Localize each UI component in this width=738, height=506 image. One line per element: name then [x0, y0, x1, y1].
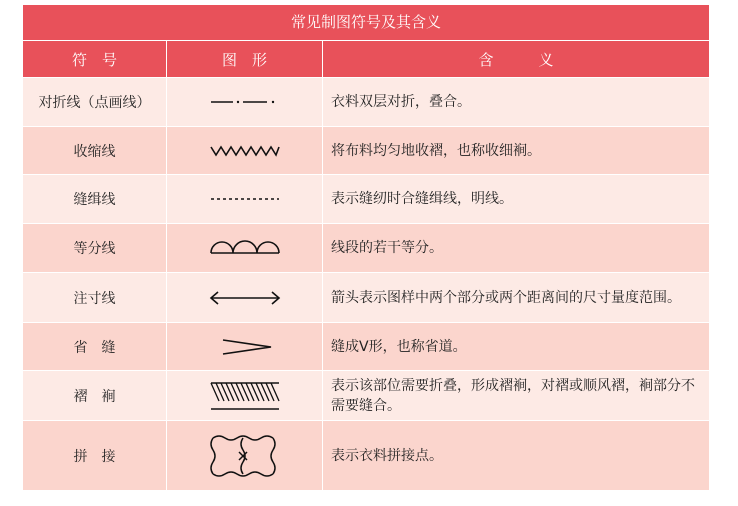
dash-dot-line-icon: [166, 78, 323, 126]
meaning-text: 箭头表示图样中两个部分或两个距离间的尺寸量度范围。: [331, 289, 681, 306]
table-row: [23, 370, 709, 420]
header-row: [23, 40, 709, 77]
meaning-text: 表示缝纫时合缝缉线，明线。: [331, 191, 513, 207]
meaning-text: 线段的若干等分。: [331, 240, 443, 256]
symbol-name: 对折线（点画线）: [38, 95, 151, 111]
symbol-name: 等分线: [73, 241, 116, 257]
header-meaning: 含 义: [478, 50, 554, 69]
table-row: [23, 223, 709, 272]
table-row: [23, 174, 709, 223]
table-row: [23, 126, 709, 174]
pleat-hatching-icon: [166, 371, 323, 420]
symbol-name: 收缩线: [73, 143, 116, 160]
table-row: [23, 272, 709, 322]
table-row: [23, 77, 709, 126]
arcs-line-icon: [166, 224, 323, 272]
meaning-text: 缝成V形，也称省道。: [331, 338, 467, 355]
dart-shape-icon: [166, 323, 323, 370]
symbols-table: [23, 5, 709, 490]
header-shape: 图 形: [166, 41, 323, 77]
table-row: [23, 322, 709, 370]
symbol-name: 省 缝: [73, 339, 116, 356]
table-title: 常见制图符号及其含义: [23, 5, 709, 40]
dashed-line-icon: [166, 175, 323, 223]
splice-mark-icon: [166, 421, 323, 490]
zigzag-line-icon: [166, 127, 323, 174]
symbol-name: 注寸线: [73, 290, 116, 307]
meaning-text: 表示衣料拼接点。: [331, 447, 443, 464]
meaning-text: 表示该部位需要折叠，形成褶裥，对褶或顺风褶，裥部分不需要缝合。: [331, 377, 695, 414]
header-symbol: 符 号: [71, 50, 117, 69]
meaning-text: 衣料双层对折，叠合。: [331, 94, 471, 110]
table-row: [23, 420, 709, 490]
meaning-text: 将布料均匀地收褶，也称收细裥。: [331, 142, 541, 159]
symbol-name: 缝缉线: [73, 192, 116, 208]
symbol-name: 褶 裥: [73, 388, 116, 405]
double-arrow-icon: [166, 273, 323, 322]
symbol-name: 拼 接: [73, 448, 116, 465]
